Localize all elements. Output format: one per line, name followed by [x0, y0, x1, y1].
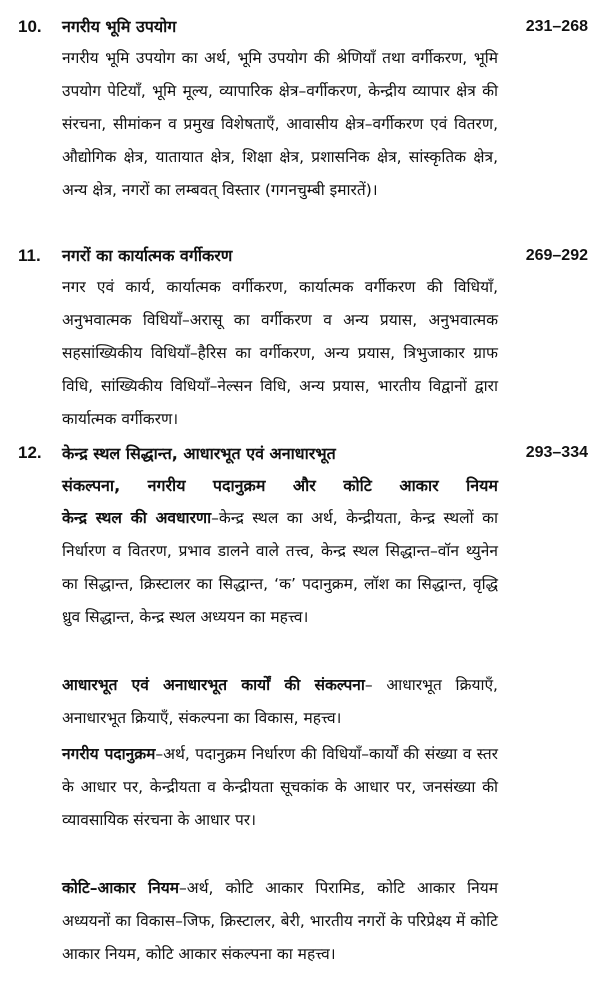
- section-heading: आधारभूत एवं अनाधारभूत कार्यों की संकल्पना: [62, 676, 365, 694]
- chapter-number: 12.: [18, 443, 42, 462]
- chapter-title: नगरीय भूमि उपयोग: [62, 17, 177, 36]
- page-range: 269–292: [525, 247, 588, 264]
- chapter-title: [62, 438, 502, 502]
- chapter-number: 10.: [18, 17, 42, 36]
- section-rank-size-rule: [62, 872, 498, 971]
- chapter-description: नगरीय भूमि उपयोग का अर्थ, भूमि उपयोग की श्रेणियाँ तथा वर्गीकरण, भूमि उपयोग पेटियाँ, भूमि मूल्य, व्यापारिक क्षेत्र–वर्गीकरण, केन्द्रीय व्यापार क्षेत्र की संरचना, सीमांकन व प्रमुख विशेषताएँ, आवासीय क्षेत्र–वर्गीकरण एवं वितरण, औद्योगिक क्षेत्र, यातायात क्षेत्र, शिक्षा क्षेत्र, प्रशासनिक क्षेत्र, सांस्कृतिक क्षेत्र, अन्य क्षेत्र, नगरों का लम्बवत् विस्तार (गगनचुम्बी इमारतें)।: [62, 49, 498, 199]
- chapter-number: 11.: [18, 246, 41, 265]
- section-heading: केन्द्र स्थल की अवधारणा: [62, 509, 212, 527]
- section-text: –अर्थ, कोटि आकार पिरामिड, कोटि आकार नियम अध्ययनों का विकास–जिफ, क्रिस्टालर, बेरी, भारतीय नगरों के परिप्रेक्ष्य में कोटि आकार नियम, कोटि आकार संकल्पना का महत्त्व।: [62, 879, 498, 963]
- section-text: –केन्द्र स्थल का अर्थ, केन्द्रीयता, केन्द्र स्थलों का निर्धारण व वितरण, प्रभाव डालने वाले तत्त्व, केन्द्र स्थल सिद्धान्त–वॉन थ्युनेन का सिद्धान्त, क्रिस्टालर का सिद्धान्त, ‘क’ पदानुक्रम, लॉश का सिद्धान्त, वृद्धि ध्रुव सिद्धान्त, केन्द्र स्थल अध्ययन का महत्त्व।: [62, 509, 498, 626]
- section-urban-hierarchy: [62, 738, 498, 837]
- section-central-place: [62, 502, 498, 634]
- section-basic-nonbasic: [62, 669, 498, 735]
- section-heading: कोटि–आकार नियम: [62, 879, 179, 897]
- chapter-description: नगर एवं कार्य, कार्यात्मक वर्गीकरण, कार्यात्मक वर्गीकरण की विधियाँ, अनुभवात्मक विधियाँ–अरासू का वर्गीकरण व अन्य प्रयास, अनुभवात्मक सहसांख्यिकीय विधियाँ–हैरिस का वर्गीकरण, अन्य प्रयास, त्रिभुजाकार ग्राफ विधि, सांख्यिकीय विधियाँ–नेल्सन विधि, अन्य प्रयास, भारतीय विद्वानों द्वारा कार्यात्मक वर्गीकरण।: [62, 278, 498, 428]
- page-range: 293–334: [525, 444, 588, 461]
- chapter-title-line-2: संकल्पना, नगरीय पदानुक्रम और कोटि आकार नियम: [62, 476, 498, 495]
- section-text: –अर्थ, पदानुक्रम निर्धारण की विधियाँ–कार्यों की संख्या व स्तर के आधार पर, केन्द्रीयता व केन्द्रीयता सूचकांक के आधार पर, जनसंख्या की व्यावसायिक संरचना के आधार पर।: [62, 745, 498, 829]
- page-range: 231–268: [525, 18, 588, 35]
- chapter-title-line-1: केन्द्र स्थल सिद्धान्त, आधारभूत एवं अनाधारभूत: [62, 444, 336, 463]
- section-text: – आधारभूत क्रियाएँ, अनाधारभूत क्रियाएँ, संकल्पना का विकास, महत्त्व।: [62, 676, 498, 727]
- chapter-title: नगरों का कार्यात्मक वर्गीकरण: [62, 246, 233, 265]
- section-heading: नगरीय पदानुक्रम: [62, 745, 156, 763]
